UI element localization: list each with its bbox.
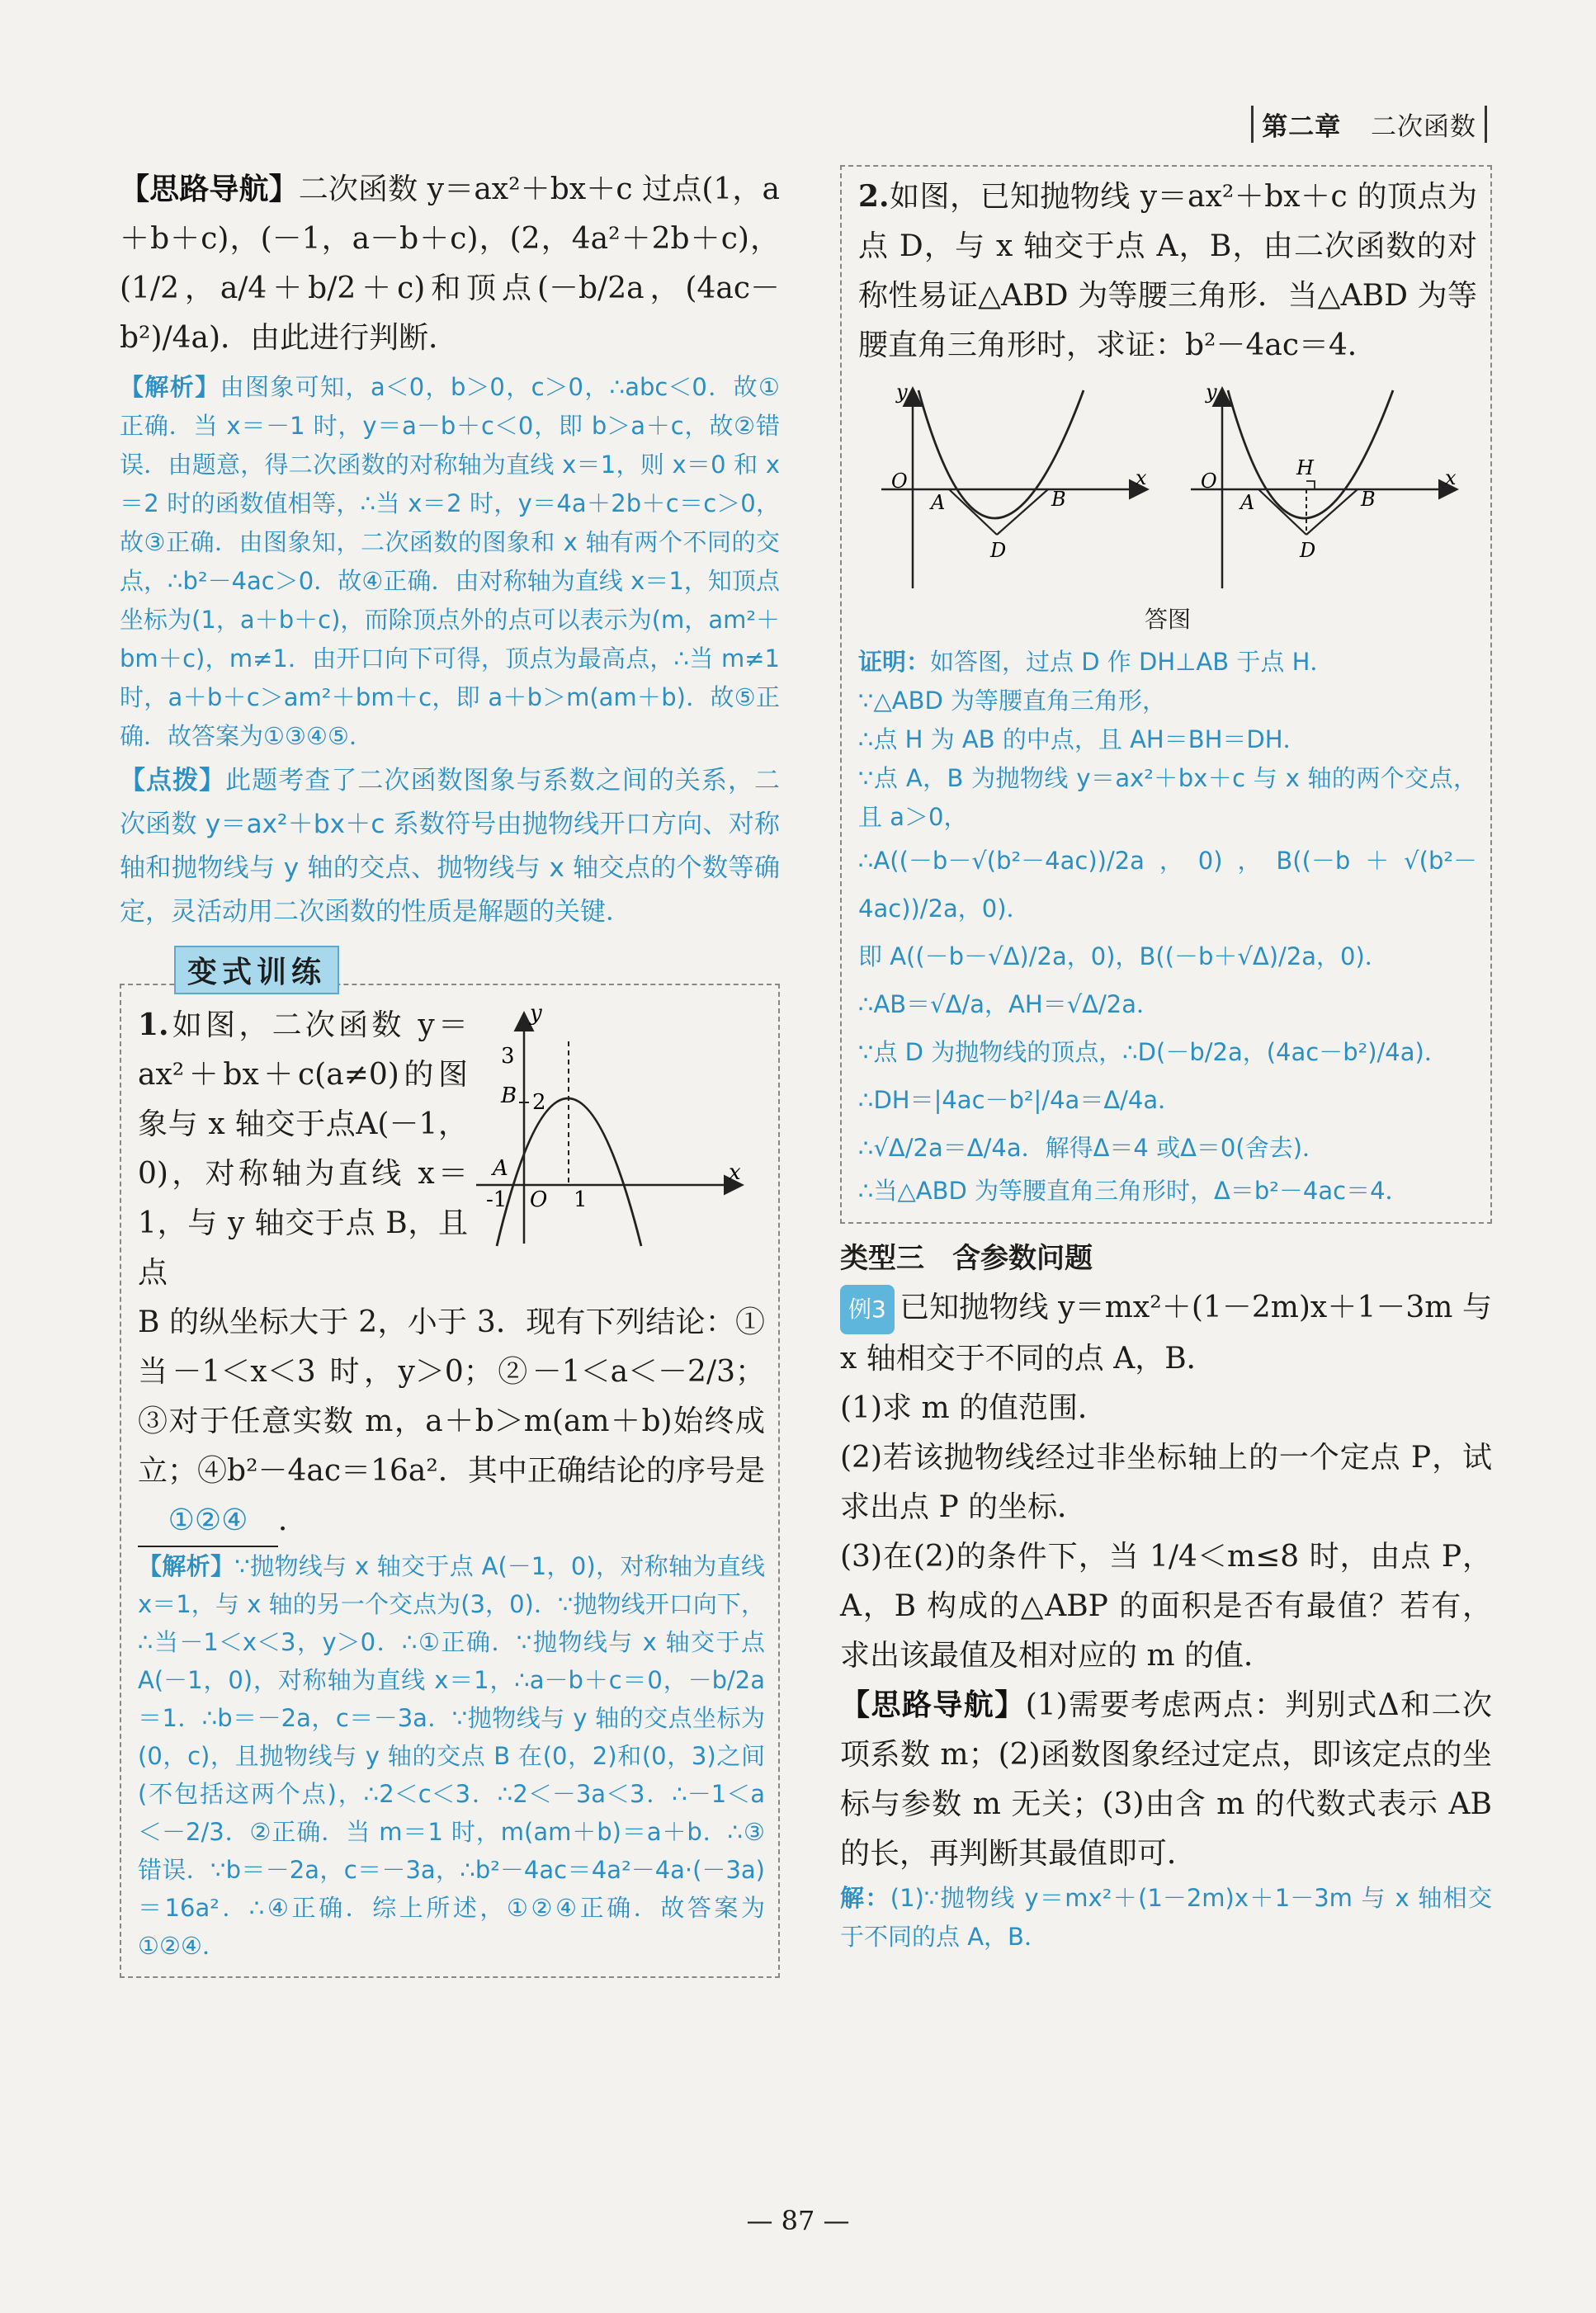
q2b-label-h: H bbox=[1296, 456, 1314, 479]
q1-label-y: y bbox=[530, 1001, 542, 1026]
example-part-2: (2)若该抛物线经过非坐标轴上的一个定点 P，试求出点 P 的坐标． bbox=[840, 1441, 1492, 1524]
q1-end: ． bbox=[278, 1503, 309, 1537]
q1-number: 1. bbox=[138, 1008, 169, 1042]
proof-tag: 证明： bbox=[858, 648, 931, 676]
q2b-label-y: y bbox=[1205, 382, 1217, 404]
proof-line-6: ∴AB＝√Δ/a，AH＝√Δ/2a． bbox=[858, 990, 1160, 1018]
q1-label-origin: O bbox=[530, 1187, 548, 1212]
q1-label-one: 1 bbox=[574, 1187, 588, 1212]
q1-graph bbox=[468, 1000, 748, 1248]
q1-text-b-block bbox=[138, 1298, 765, 1547]
example-paragraph bbox=[840, 1283, 1492, 1384]
q2-figure-right bbox=[1183, 382, 1463, 597]
q1-label-two: 2 bbox=[532, 1090, 546, 1115]
chapter-header bbox=[1251, 106, 1487, 143]
example-part-1: (1)求 m 的值范围． bbox=[840, 1391, 1108, 1425]
example-badge: 例3 bbox=[840, 1285, 895, 1334]
q2-text: 如图，已知抛物线 y＝ax²＋bx＋c 的顶点为点 D，与 x 轴交于点 A，B，由二次函数的对称性易证△ABD 为等腰三角形．当△ABD 为等腰直角三角形时，求证：b²－4ac＝4． bbox=[858, 180, 1477, 362]
q2b-label-d: D bbox=[1299, 539, 1315, 562]
solution-text: (1)∵抛物线 y＝mx²＋(1－2m)x＋1－3m 与 x 轴相交于不同的点 A，B． bbox=[840, 1884, 1492, 1951]
q1-text-b: B 的纵坐标大于 2，小于 3．现有下列结论：①当－1＜x＜3 时，y＞0；②－1＜a＜－2/3；③对于任意实数 m，a＋b＞m(am＋b)始终成立；④b²－4ac＝16a²．其中正确结论的序号是 bbox=[138, 1305, 765, 1488]
q2a-label-a: A bbox=[930, 491, 945, 514]
proof-text-0: 如答图，过点 D 作 DH⊥AB 于点 H． bbox=[930, 648, 1334, 676]
figure-caption: 答图 bbox=[1144, 606, 1191, 633]
q1-analysis-paragraph bbox=[138, 1547, 765, 1965]
solution-paragraph bbox=[840, 1879, 1492, 1957]
q1-label-three: 3 bbox=[501, 1044, 515, 1069]
right-column bbox=[840, 165, 1492, 1957]
q2-figure-left bbox=[873, 382, 1154, 597]
guide-paragraph bbox=[120, 165, 780, 363]
q2a-label-y: y bbox=[895, 382, 908, 404]
example-guide-paragraph bbox=[840, 1681, 1492, 1879]
proof-line-8: ∴DH＝|4ac－b²|/4a＝Δ/4a． bbox=[858, 1086, 1183, 1114]
proof-line-1: ∵△ABD 为等腰直角三角形， bbox=[858, 687, 1167, 715]
q1-label-neg1: -1 bbox=[486, 1187, 508, 1212]
q2b-label-b: B bbox=[1360, 488, 1376, 511]
proof-line-4: ∴A((－b－√(b²－4ac))/2a，0)，B((－b＋√(b²－4ac))/2a，0)． bbox=[858, 847, 1477, 923]
q2b-label-x: x bbox=[1444, 466, 1457, 489]
proof-line-5: 即 A((－b－√Δ)/2a，0)，B((－b＋√Δ)/2a，0)． bbox=[858, 942, 1389, 970]
q1-label-a: A bbox=[493, 1156, 508, 1181]
q2-number: 2. bbox=[858, 179, 890, 214]
q2a-label-b: B bbox=[1051, 488, 1066, 511]
q2b-right-angle-mark bbox=[1306, 481, 1315, 489]
example-text: 已知抛物线 y＝mx²＋(1－2m)x＋1－3m 与 x 轴相交于不同的点 A，B． bbox=[840, 1291, 1492, 1376]
solution-tag: 解： bbox=[840, 1884, 890, 1912]
example-part-3: (3)在(2)的条件下，当 1/4＜m≤8 时，由点 P，A，B 构成的△ABP 的面积是否有最值？若有，求出该最值及相对应的 m 的值． bbox=[840, 1540, 1492, 1673]
q2a-segment-ad bbox=[949, 489, 997, 535]
proof-line-3: ∵点 A，B 为抛物线 y＝ax²＋bx＋c 与 x 轴的两个交点，且 a＞0， bbox=[858, 764, 1477, 831]
q2a-label-o: O bbox=[890, 470, 908, 493]
q2a-segment-bd bbox=[997, 489, 1048, 535]
practice-title: 变式训练 bbox=[174, 946, 339, 994]
q1-analysis-tag: 【解析】 bbox=[138, 1552, 235, 1580]
practice-box bbox=[120, 984, 780, 1978]
example-guide-tag: 【思路导航】 bbox=[840, 1688, 1026, 1722]
q2b-label-o: O bbox=[1200, 470, 1217, 493]
guide-tag: 【思路导航】 bbox=[120, 172, 299, 206]
proof-line-7: ∵点 D 为抛物线的顶点，∴D(－b/2a，(4ac－b²)/4a)． bbox=[858, 1038, 1448, 1066]
tip-tag: 【点拨】 bbox=[120, 766, 226, 795]
tip-text: 此题考查了二次函数图象与系数之间的关系，二次函数 y＝ax²＋bx＋c 系数符号由抛物线开口方向、对称轴和抛物线与 y 轴的交点、抛物线与 x 轴交点的个数等确定，灵活动用二次函数的性质是解题的关键． bbox=[120, 766, 781, 927]
q2-figures bbox=[858, 382, 1477, 597]
q2a-label-x: x bbox=[1135, 466, 1147, 489]
q1-label-x: x bbox=[729, 1160, 741, 1185]
practice-section bbox=[120, 946, 780, 1978]
q2a-label-d: D bbox=[989, 539, 1006, 562]
example-guide-text: (1)需要考虑两点：判别式Δ和二次项系数 m；(2)函数图象经过定点，即该定点的坐标与参数 m 无关；(3)由含 m 的代数式表示 AB 的长，再判断其最值即可． bbox=[840, 1688, 1492, 1871]
page-number: — 87 — bbox=[746, 2205, 850, 2236]
q1-text-a: 如图，二次函数 y＝ax²＋bx＋c(a≠0)的图象与 x 轴交于点A(－1，0)，对称轴为直线 x＝1，与 y 轴交于点 B，且点 bbox=[138, 1008, 468, 1290]
q2b-segment-bd bbox=[1306, 489, 1358, 535]
q1-top bbox=[138, 1000, 765, 1298]
proof-line-0 bbox=[858, 643, 1477, 682]
q2-paragraph bbox=[858, 172, 1477, 371]
tip-paragraph bbox=[120, 759, 780, 934]
proof-line-2: ∴点 H 为 AB 的中点，且 AH＝BH＝DH． bbox=[858, 725, 1307, 753]
left-column bbox=[120, 165, 780, 1978]
q2b-label-a: A bbox=[1239, 491, 1254, 514]
q2-box bbox=[840, 165, 1492, 1224]
q1-answer: ①②④ bbox=[138, 1496, 278, 1547]
q1-analysis-text: ∵抛物线与 x 轴交于点 A(－1，0)，对称轴为直线 x＝1，与 x 轴的另一个交点为(3，0)．∵抛物线开口向下，∴当－1＜x＜3，y＞0．∴①正确．∵抛物线与 x 轴交于点 A(－1，0)，对称轴为直线 x＝1，∴a－b＋c＝0，－b/2a＝1．∴b＝－2a，c＝－3a．∵抛物线与 y 轴的交点坐标为(0，c)，且抛物线与 y 轴的交点 B 在(0，2)和(0，3)之间(不包括这两个点)，∴2＜c＜3．∴2＜－3a＜3．∴－1＜a＜－2/3．②正确．当 m＝1 时，m(am＋b)＝a＋b．∴③错误．∵b＝－2a，c＝－3a，∴b²－4ac＝4a²－4a·(－3a)＝16a²．∴④正确．综上所述，①②④正确．故答案为①②④． bbox=[138, 1552, 765, 1960]
type-three-title: 类型三 含参数问题 bbox=[840, 1242, 1093, 1275]
chapter-label: 第二章 bbox=[1262, 112, 1342, 142]
proof-block bbox=[858, 643, 1477, 1211]
proof-line-10: ∴当△ABD 为等腰直角三角形时，Δ＝b²－4ac＝4． bbox=[858, 1177, 1409, 1205]
q2b-segment-ad bbox=[1258, 489, 1306, 535]
analysis-tag: 【解析】 bbox=[120, 373, 220, 401]
q1-label-b: B bbox=[501, 1083, 517, 1108]
analysis-text: 由图象可知，a＜0，b＞0，c＞0，∴abc＜0．故①正确．当 x＝－1 时，y＝a－b＋c＜0，即 b＞a＋c，故②错误．由题意，得二次函数的对称轴为直线 x＝1，则 x＝0 和 x＝2 时的函数值相等，∴当 x＝2 时，y＝4a＋2b＋c＝c＞0，故③正确．由图象知，二次函数的图象和 x 轴有两个不同的交点，∴b²－4ac＞0．故④正确．由对称轴为直线 x＝1，知顶点坐标为(1，a＋b＋c)，而除顶点外的点可以表示为(m，am²＋bm＋c)，m≠1．由开口向下可得，顶点为最高点，∴当 m≠1 时，a＋b＋c＞am²＋bm＋c，即 a＋b＞m(am＋b)．故⑤正确．故答案为①③④⑤． bbox=[120, 373, 780, 750]
analysis-paragraph bbox=[120, 368, 780, 756]
guide-text: 二次函数 y＝ax²＋bx＋c 过点(1，a＋b＋c)，(－1，a－b＋c)，(2，4a²＋2b＋c)，(1/2，a/4＋b/2＋c)和顶点(－b/2a，(4ac－b²)/4a)．由此进行判断． bbox=[120, 172, 780, 355]
chapter-topic: 二次函数 bbox=[1371, 112, 1476, 142]
q1-text-a-block bbox=[138, 1000, 468, 1298]
proof-line-9: ∴√Δ/2a＝Δ/4a．解得Δ＝4 或Δ＝0(舍去)． bbox=[858, 1134, 1327, 1162]
